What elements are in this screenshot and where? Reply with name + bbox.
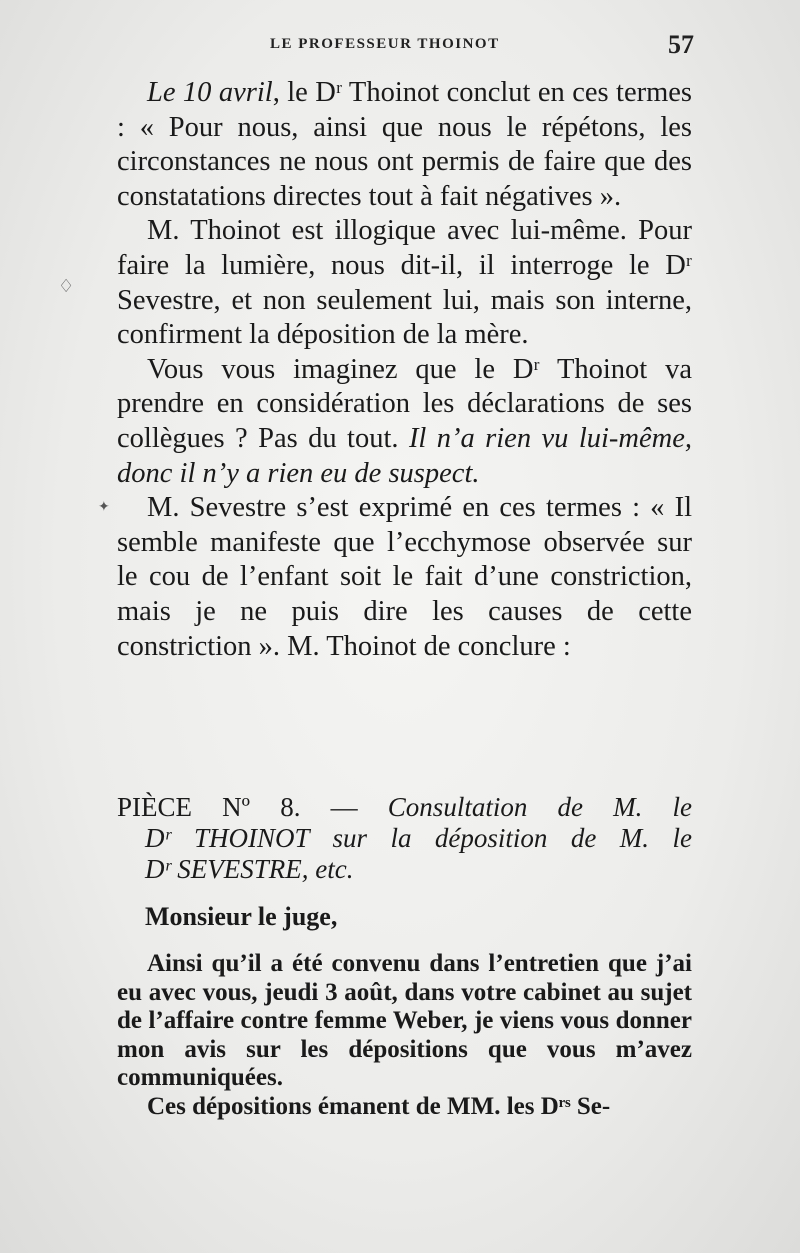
ink-blot-mark: ♢ xyxy=(58,276,75,297)
paragraph-3-text: Vous vous imaginez que le Dʳ Thoinot va prendre en considération les déclarations de ses collègues ? Pas du tout. xyxy=(117,353,692,454)
running-title: LE PROFESSEUR THOINOT xyxy=(270,36,500,52)
paragraph-4: M. Sevestre s’est exprimé en ces termes : « Il semble manifeste que l’ecchymose observée sur le cou de l’enfant soit le fait d’une constriction, mais je ne puis dire les causes de cette constriction ». M. Thoinot de conclure : xyxy=(117,492,692,662)
piece-heading-line-2 xyxy=(117,823,692,854)
running-head xyxy=(0,30,800,59)
letter-paragraph-1: Ainsi qu’il a été convenu dans l’entretien que j’ai eu avec vous, jeudi 3 août, dans votre cabinet au sujet de l’affaire contre femme Weber, je viens vous donner mon avis sur les dépositions que vous m’avez communiquées. xyxy=(117,950,692,1091)
piece-heading-line-3 xyxy=(117,854,692,885)
letter-paragraph-2: Ces dépositions émanent de MM. les Dʳˢ Se- xyxy=(147,1092,611,1120)
body-text xyxy=(117,76,692,664)
date-italic: Le 10 avril xyxy=(147,77,273,108)
pencil-mark: ✦ xyxy=(98,499,110,515)
paragraph-1 xyxy=(117,76,692,214)
piece-title-3: Dʳ SEVESTRE, etc. xyxy=(145,854,354,884)
piece-label: PIÈCE Nº 8. — xyxy=(117,792,358,822)
letter-body xyxy=(117,950,692,1121)
salutation: Monsieur le juge, xyxy=(145,902,338,931)
piece-heading xyxy=(117,792,692,885)
piece-title-2: Dʳ THOINOT sur la déposition de M. le xyxy=(145,823,692,853)
paragraph-1-text: , le Dʳ Thoinot conclut en ces termes : « Pour nous, ainsi que nous le répétons, les circonstances ne nous ont permis de faire que des constatations directes tout à fait négatives ». xyxy=(117,77,693,212)
page-number: 57 xyxy=(668,30,694,59)
piece-title-1: Consultation de M. le xyxy=(387,792,693,822)
paragraph-3-italic: Il n’a rien vu lui-même, donc il n’y a rien eu de suspect. xyxy=(117,422,692,489)
paragraph-3 xyxy=(117,353,692,491)
paragraph-2: M. Thoinot est illogique avec lui-même. Pour faire la lumière, nous dit-il, il interroge le Dʳ Sevestre, et non seulement lui, mais son interne, confirment la déposition de la mère. xyxy=(117,215,692,351)
piece-heading-line-1 xyxy=(117,792,692,823)
